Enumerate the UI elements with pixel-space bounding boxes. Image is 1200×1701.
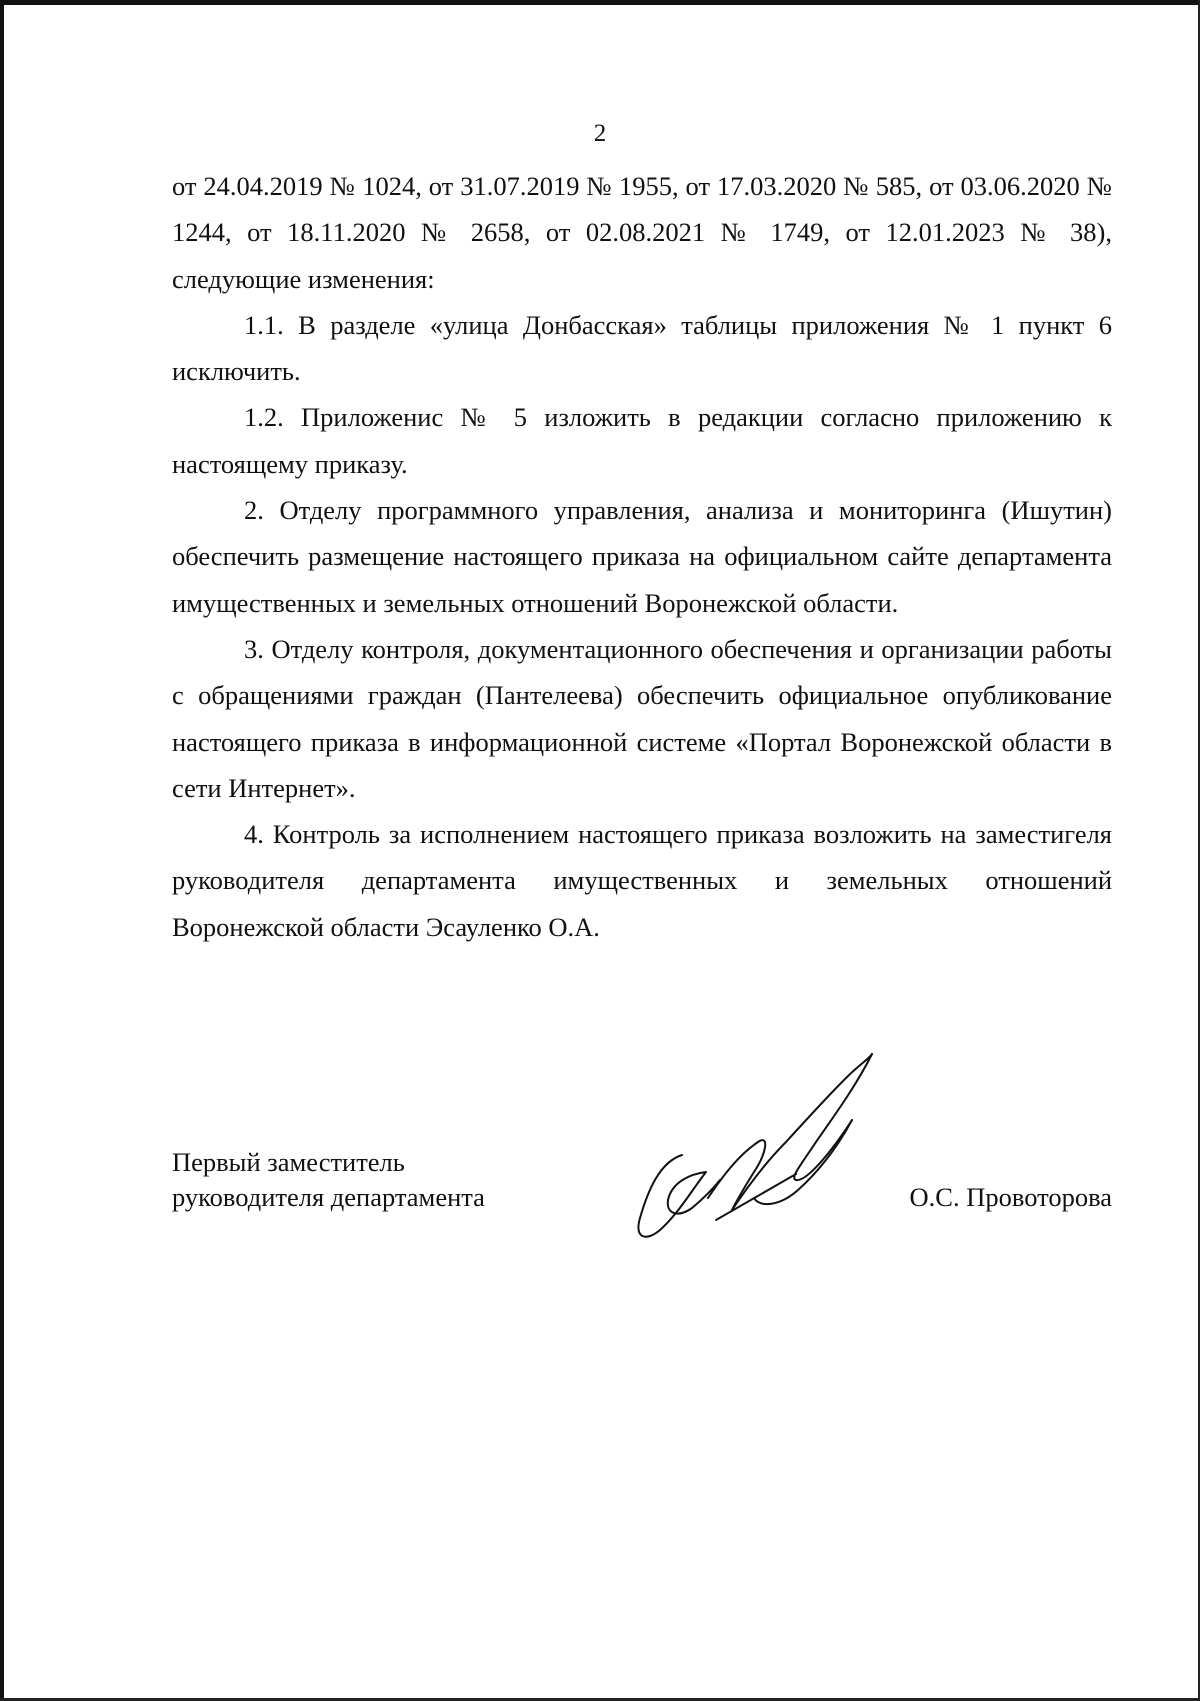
paragraph-item-1-1: 1.1. В разделе «улица Донбасская» таблицы приложения № 1 пункт 6 исключить. <box>172 309 1112 387</box>
handwritten-signature <box>620 1050 880 1250</box>
document-body <box>172 163 1112 950</box>
scan-edge-top <box>0 0 1200 5</box>
page-number: 2 <box>593 120 607 147</box>
paragraph-item-2: 2. Отделу программного управления, анализа и мониторинга (Ишутин) обеспечить размещение настоящего приказа на официальном сайте департамента имущественных и земельных отношений Воронежской области. <box>172 495 1112 618</box>
signature-block <box>172 1145 1112 1275</box>
signatory-name: О.С. Провоторова <box>909 1182 1112 1212</box>
paragraph-item-4: 4. Контроль за исполнением настоящего приказа возложить на заместигеля руководителя департамента имущественных и земельных отношений Воронежской области Эсауленко О.А. <box>172 819 1112 942</box>
signatory-title-line-1: Первый заместитель <box>172 1147 405 1177</box>
paragraph-item-1-2: 1.2. Приложенис № 5 изложить в редакции согласно приложению к настоящему приказу. <box>172 402 1112 479</box>
paragraph-item-3: 3. Отделу контроля, документационного обеспечения и организации работы с обращениями граждан (Пантелеева) обеспечить официальное опубликование настоящего приказа в информационной системе «Портал Воронежской области в сети Интернет». <box>172 633 1112 803</box>
scan-edge-left <box>0 0 4 1701</box>
signatory-title <box>172 1145 485 1215</box>
signatory-title-line-2: руководителя департамента <box>172 1182 485 1212</box>
paragraph-continuation: от 24.04.2019 № 1024, от 31.07.2019 № 1955, от 17.03.2020 № 585, от 03.06.2020 № 1244, от 18.11.2020 № 2658, от 02.08.2021 № 1749, от 12.01.2023 № 38), следующие изменения: <box>172 171 1112 294</box>
